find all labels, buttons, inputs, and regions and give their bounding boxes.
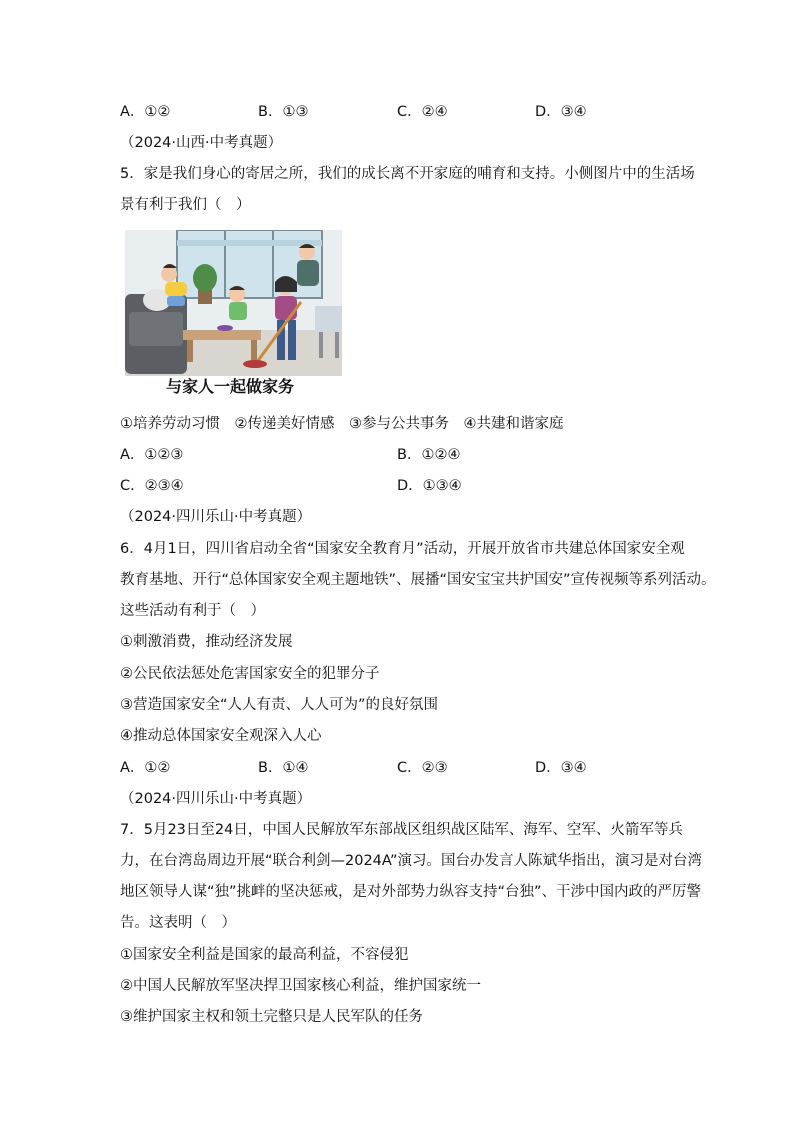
q7-statement-1: ①国家安全利益是国家的最高利益，不容侵犯 bbox=[120, 947, 409, 963]
q7-statement-2: ②中国人民解放军坚决捍卫国家核心利益，维护国家统一 bbox=[120, 978, 481, 994]
q4-option-b: B．①③ bbox=[258, 104, 309, 120]
q6-source: （2024·四川乐山·中考真题） bbox=[120, 509, 312, 525]
q6-option-c: C．②③ bbox=[397, 760, 448, 776]
q5-source: （2024·山西·中考真题） bbox=[120, 135, 283, 151]
q5-option-a: A．①②③ bbox=[120, 447, 184, 463]
q5-option-d: D．①③④ bbox=[397, 478, 462, 494]
q4-option-c: C．②④ bbox=[397, 104, 448, 120]
q6-stem-line-1: 6．4月1日，四川省启动全省“国家安全教育月”活动，开展开放省市共建总体国家安全观 bbox=[120, 541, 685, 557]
q6-stem-line-3: 这些活动有利于（ ） bbox=[120, 603, 265, 619]
q6-option-d: D．③④ bbox=[535, 760, 587, 776]
q4-option-a: A．①② bbox=[120, 104, 171, 120]
q7-stem-line-2: 力，在台湾岛周边开展“联合利剑—2024A”演习。国台办发言人陈斌华指出，演习是对台湾 bbox=[120, 853, 703, 869]
q6-option-b: B．①④ bbox=[258, 760, 309, 776]
q6-statement-4: ④推动总体国家安全观深入人心 bbox=[120, 728, 322, 744]
q5-figure-caption: 与家人一起做家务 bbox=[166, 377, 295, 396]
q5-option-b: B．①②④ bbox=[397, 447, 461, 463]
q5-option-c: C．②③④ bbox=[120, 478, 184, 494]
q5-stem-line-2: 景有利于我们（ ） bbox=[120, 197, 251, 213]
q6-statement-1: ①刺激消费，推动经济发展 bbox=[120, 634, 293, 650]
q7-stem-line-1: 7．5月23日至24日，中国人民解放军东部战区组织战区陆军、海军、空军、火箭军等兵 bbox=[120, 822, 683, 838]
q7-statement-3: ③维护国家主权和领土完整只是人民军队的任务 bbox=[120, 1009, 423, 1025]
household-chores-illustration bbox=[125, 230, 342, 376]
q4-option-d: D．③④ bbox=[535, 104, 587, 120]
q5-stem-line-1: 5．家是我们身心的寄居之所，我们的成长离不开家庭的哺育和支持。小侧图片中的生活场 bbox=[120, 166, 695, 182]
q5-statements: ①培养劳动习惯 ②传递美好情感 ③参与公共事务 ④共建和谐家庭 bbox=[120, 416, 564, 432]
q6-stem-line-2: 教育基地、开行“总体国家安全观主题地铁”、展播“国安宝宝共护国安”宣传视频等系列活动。 bbox=[120, 572, 716, 588]
q7-stem-line-4: 告。这表明（ ） bbox=[120, 915, 236, 931]
q6-statement-3: ③营造国家安全“人人有责、人人可为”的良好氛围 bbox=[120, 697, 439, 713]
q6-option-a: A．①② bbox=[120, 760, 171, 776]
q7-source: （2024·四川乐山·中考真题） bbox=[120, 791, 312, 807]
q6-statement-2: ②公民依法惩处危害国家安全的犯罪分子 bbox=[120, 666, 380, 682]
q7-stem-line-3: 地区领导人谋“独”挑衅的坚决惩戒，是对外部势力纵容支持“台独”、干涉中国内政的严厉警 bbox=[120, 884, 702, 900]
